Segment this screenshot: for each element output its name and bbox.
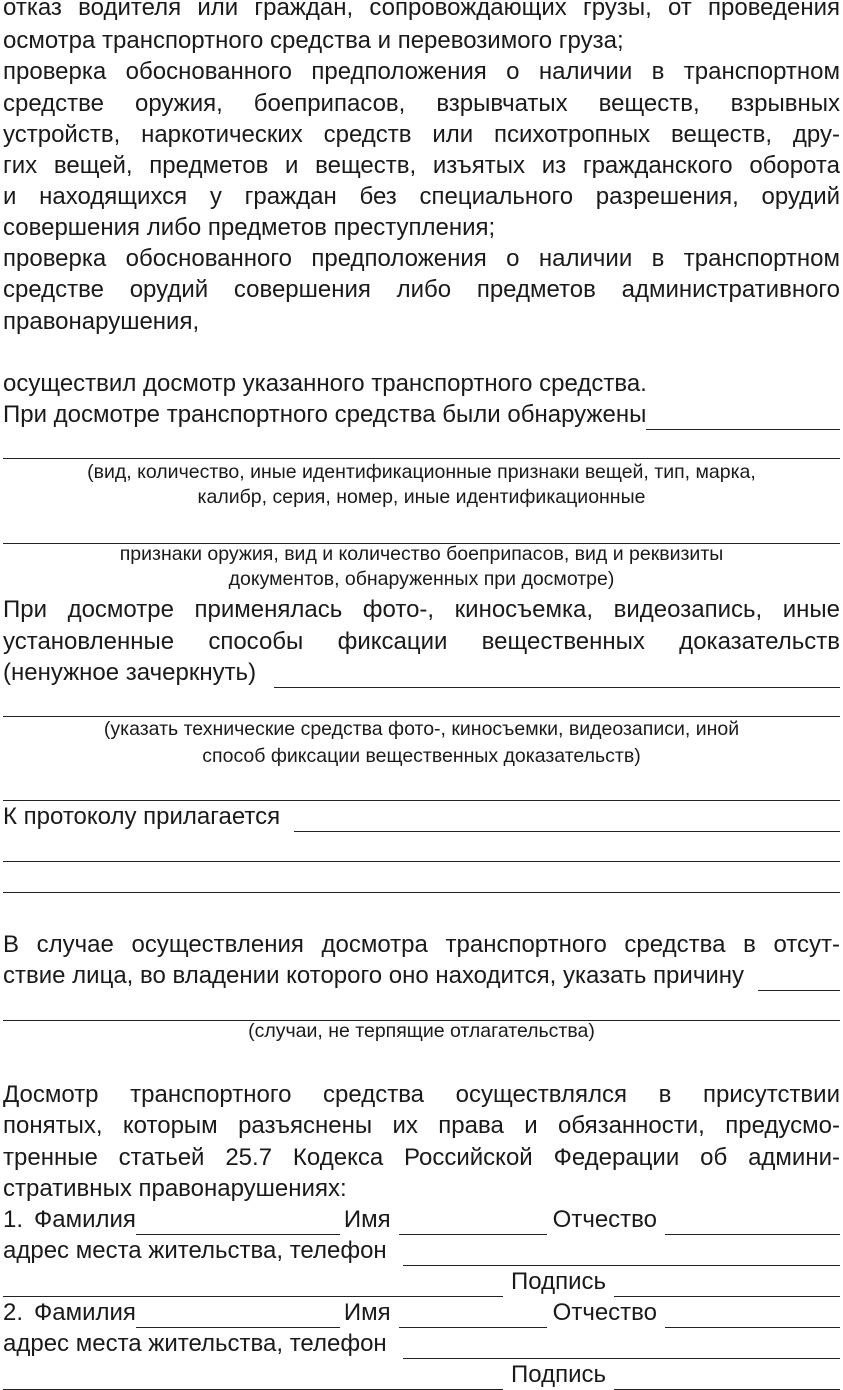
text-admin-line-2: средстве орудий совершения либо предметов административного xyxy=(3,276,840,303)
found-field[interactable] xyxy=(646,405,840,430)
found-label: При досмотре транспортного средства были обнаружены xyxy=(3,401,647,428)
witness-2-address-row xyxy=(3,1328,840,1359)
witness-2-surname-field[interactable] xyxy=(136,1303,340,1328)
photo-hint-line-1: (указать технические средства фото-, киносъемки, видеозаписи, иной xyxy=(103,718,740,740)
witness-1-surname-field[interactable] xyxy=(136,1210,340,1235)
photo-strike-label: (ненужное зачеркнуть) xyxy=(3,659,257,686)
absence-row xyxy=(3,960,840,991)
found-hint-line-3: признаки оружия, вид и количество боеприпасов, вид и реквизиты xyxy=(119,543,724,565)
text-photo-line-1: При досмотре применялась фото-, киносъемка, видеозапись, иные xyxy=(3,596,840,623)
witness-2-name-row xyxy=(3,1297,840,1328)
witness-2-address-label: адрес места жительства, телефон xyxy=(3,1330,387,1357)
absence-label: ствие лица, во владении которого оно находится, указать причину xyxy=(3,962,744,989)
witness-1-patronymic-label: Отчество xyxy=(552,1206,658,1233)
witness-2-surname-label: Фамилия xyxy=(34,1299,136,1326)
witness-1-patronymic-field[interactable] xyxy=(665,1210,840,1235)
attached-row xyxy=(3,801,840,832)
witness-1-signature-row xyxy=(3,1266,840,1297)
text-witness-line-4: стративных правонарушениях: xyxy=(3,1175,347,1202)
attached-label: К протоколу прилагается xyxy=(3,803,281,830)
photo-hint-line-2: способ фиксации вещественных доказательств) xyxy=(202,745,641,767)
witness-1-address-field-cont[interactable] xyxy=(3,1272,503,1297)
text-absence-line-1: В случае осуществления досмотра транспортного средства в отсут- xyxy=(3,931,840,958)
attached-field-line-3[interactable] xyxy=(3,892,840,893)
text-weapons-line-6: совершения либо предметов преступления; xyxy=(3,214,496,241)
text-weapons-line-2: средстве оружия, боеприпасов, взрывчатых веществ, взрывных xyxy=(3,90,840,117)
witness-1-name-row xyxy=(3,1204,840,1235)
text-admin-line-3: правонарушения, xyxy=(3,308,200,335)
witness-2-number: 2. xyxy=(3,1299,24,1326)
attached-field-line-2[interactable] xyxy=(3,861,840,862)
found-hint-line-4: документов, обнаруженных при досмотре) xyxy=(228,568,615,590)
witness-2-address-field[interactable] xyxy=(403,1334,840,1359)
text-admin-line-1: проверка обоснованного предположения о наличии в транспортном xyxy=(3,245,840,272)
witness-1-name-label: Имя xyxy=(343,1206,391,1233)
witness-2-patronymic-label: Отчество xyxy=(552,1299,658,1326)
witness-2-patronymic-field[interactable] xyxy=(665,1303,840,1328)
witness-2-signature-label: Подпись xyxy=(511,1361,606,1388)
witness-1-number: 1. xyxy=(3,1206,24,1233)
text-witness-line-3: тренные статьей 25.7 Кодекса Российской Федерации об админи- xyxy=(3,1144,840,1171)
photo-row xyxy=(3,657,840,688)
witness-2-name-field[interactable] xyxy=(399,1303,547,1328)
witness-2-signature-field[interactable] xyxy=(614,1365,840,1390)
absence-hint: (случаи, не терпящие отлагательства) xyxy=(248,1020,595,1042)
text-witness-line-1: Досмотр транспортного средства осуществлялся в присутствии xyxy=(3,1081,840,1108)
witness-1-address-field[interactable] xyxy=(403,1241,840,1266)
text-photo-line-2: установленные способы фиксации вещественных доказательств xyxy=(3,628,840,655)
witness-1-surname-label: Фамилия xyxy=(34,1206,136,1233)
text-weapons-line-3: устройств, наркотических средств или психотропных веществ, дру- xyxy=(3,121,840,148)
text-witness-line-2: понятых, которым разъяснены их права и обязанности, предусмо- xyxy=(3,1112,840,1139)
absence-field[interactable] xyxy=(758,966,840,991)
witness-2-address-field-cont[interactable] xyxy=(3,1365,503,1390)
witness-1-name-field[interactable] xyxy=(399,1210,547,1235)
found-hint-line-1: (вид, количество, иные идентификационные признаки вещей, тип, марка, xyxy=(87,461,756,483)
found-hint-line-2: калибр, серия, номер, иные идентификационные xyxy=(197,486,646,508)
witness-2-signature-row xyxy=(3,1359,840,1390)
witness-2-name-label: Имя xyxy=(343,1299,391,1326)
witness-1-address-row xyxy=(3,1235,840,1266)
witness-1-address-label: адрес места жительства, телефон xyxy=(3,1237,387,1264)
text-weapons-line-1: проверка обоснованного предположения о наличии в транспортном xyxy=(3,58,840,85)
attached-field[interactable] xyxy=(294,807,840,832)
text-inspection-done: осуществил досмотр указанного транспортного средства. xyxy=(3,370,647,397)
witness-1-signature-label: Подпись xyxy=(511,1268,606,1295)
text-weapons-line-4: гих вещей, предметов и веществ, изъятых из гражданского оборота xyxy=(3,152,840,179)
text-weapons-line-5: и находящихся у граждан без специального разрешения, орудий xyxy=(3,183,840,210)
text-refusal-line-1: отказ водителя или граждан, сопровождающих грузы, от проведения xyxy=(3,0,840,21)
text-refusal-line-2: осмотра транспортного средства и перевозимого груза; xyxy=(3,27,624,54)
witness-1-signature-field[interactable] xyxy=(614,1272,840,1297)
photo-field[interactable] xyxy=(274,663,840,688)
found-row xyxy=(3,399,840,430)
